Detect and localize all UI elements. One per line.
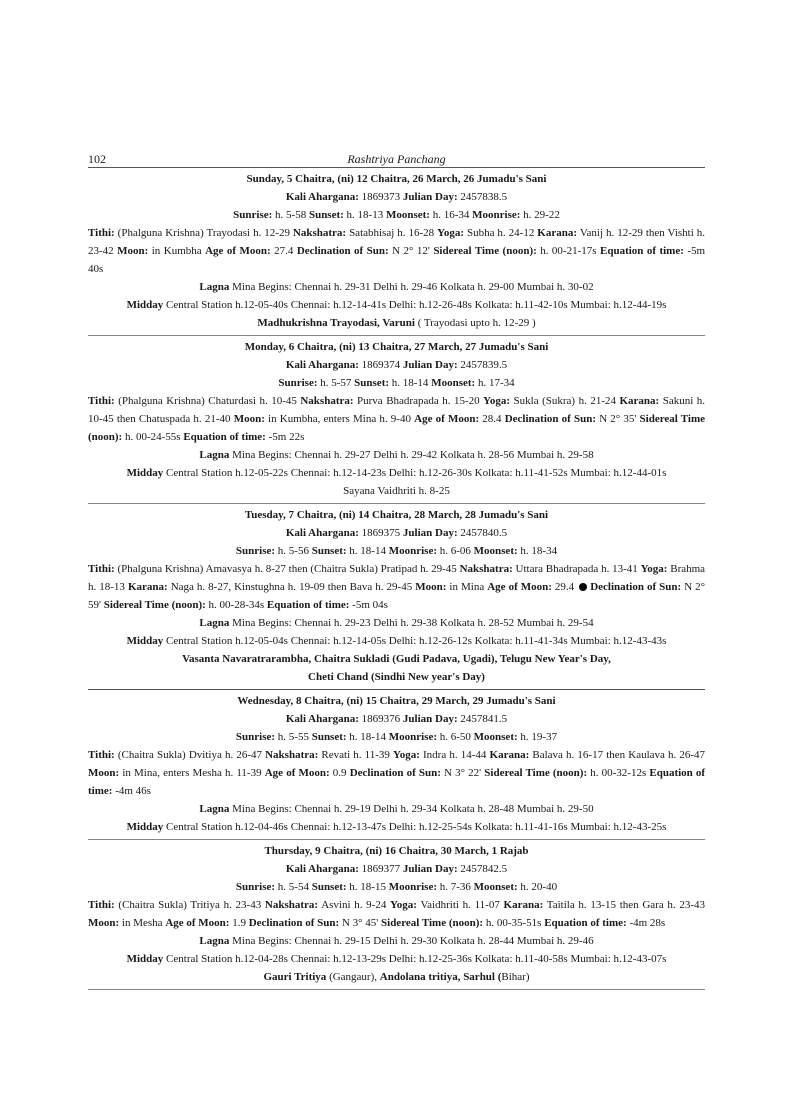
kali-julian-line xyxy=(88,188,705,206)
julian-label: Julian Day: xyxy=(402,191,458,203)
day-date: Tuesday, 7 Chaitra, (ni) 14 Chaitra, 28 March, 28 Jumadu's Sani xyxy=(244,509,549,521)
tithi-value: Taitila h. 13-15 then Gara h. 23-43 xyxy=(546,899,706,911)
julian-label: Julian Day: xyxy=(402,863,458,875)
tithi-label: Nakshatra: xyxy=(459,563,513,575)
sun-label: Sunset: xyxy=(354,377,390,389)
midday-label: Midday xyxy=(126,467,164,479)
tithi-label: Sidereal Time (noon): xyxy=(88,413,706,443)
kali-julian-line xyxy=(88,356,705,374)
tithi-label: Tithi: xyxy=(88,749,115,761)
tithi-label: Age of Moon: xyxy=(487,581,552,593)
sun-value: h. 17-34 xyxy=(477,377,515,389)
tithi-value: Vaidhriti h. 11-07 xyxy=(420,899,500,911)
tithi-label: Equation of time: xyxy=(183,431,266,443)
festival-note xyxy=(88,968,705,986)
tithi-label: Sidereal Time (noon): xyxy=(484,767,588,779)
tithi-label: Karana: xyxy=(489,749,530,761)
day-date: Thursday, 9 Chaitra, (ni) 16 Chaitra, 30 March, 1 Rajab xyxy=(264,845,529,857)
tithi-value: in Mina xyxy=(449,581,485,593)
kali-label: Kali Ahargana: xyxy=(285,191,359,203)
tithi-label: Declination of Sun: xyxy=(248,917,340,929)
tithi-value: in Kumbha xyxy=(151,245,202,257)
tithi-label: Age of Moon: xyxy=(414,413,480,425)
sun-value: h. 18-34 xyxy=(520,545,558,557)
tithi-label: Tithi: xyxy=(88,395,115,407)
julian-value: 2457839.5 xyxy=(460,359,508,371)
sun-label: Moonset: xyxy=(385,209,430,221)
day-date: Monday, 6 Chaitra, (ni) 13 Chaitra, 27 March, 27 Jumadu's Sani xyxy=(244,341,549,353)
lagna-line xyxy=(88,800,705,818)
tithi-label: Nakshatra: xyxy=(300,395,354,407)
tithi-label: Yoga: xyxy=(483,395,511,407)
lagna-label: Lagna xyxy=(199,281,230,293)
sun-value: h. 5-56 xyxy=(277,545,309,557)
day-entry xyxy=(88,840,705,990)
midday-line xyxy=(88,464,705,482)
lagna-label: Lagna xyxy=(199,803,230,815)
tithi-label: Declination of Sun: xyxy=(349,767,441,779)
sun-value: h. 5-58 xyxy=(275,209,307,221)
tithi-value: N 3° 45' xyxy=(341,917,379,929)
tithi-label: Equation of time: xyxy=(88,767,706,797)
sun-label: Sunrise: xyxy=(233,209,273,221)
tithi-value: 1.9 xyxy=(232,917,246,929)
tithi-label: Moon: xyxy=(117,245,149,257)
sun-label: Moonset: xyxy=(473,545,518,557)
julian-label: Julian Day: xyxy=(402,527,458,539)
sun-label: Sunrise: xyxy=(235,881,276,893)
note-segment: Madhukrishna Trayodasi, Varuni xyxy=(257,317,415,329)
tithi-value: Indra h. 14-44 xyxy=(423,749,487,761)
tithi-label: Karana: xyxy=(503,899,544,911)
tithi-label: Age of Moon: xyxy=(165,917,230,929)
sun-label: Sunset: xyxy=(308,209,344,221)
tithi-paragraph xyxy=(88,392,705,446)
tithi-label: Equation of time: xyxy=(600,245,684,257)
festival-note xyxy=(88,650,705,668)
sun-label: Moonrise: xyxy=(472,209,521,221)
day-entries xyxy=(88,168,705,990)
sun-moon-line xyxy=(88,728,705,746)
tithi-value: Satabhisaj h. 16-28 xyxy=(349,227,435,239)
tithi-value: -5m 04s xyxy=(352,599,388,611)
tithi-value: h. 00-32-12s xyxy=(590,767,647,779)
sun-label: Sunset: xyxy=(311,881,347,893)
midday-line xyxy=(88,632,705,650)
sun-value: h. 18-14 xyxy=(391,377,429,389)
tithi-value: (Chaitra Sukla) Tritiya h. 23-43 xyxy=(118,899,262,911)
lagna-line xyxy=(88,932,705,950)
lagna-value: Mina Begins: Chennai h. 29-31 Delhi h. 29-46 Kolkata h. 29-00 Mumbai h. 30-02 xyxy=(232,281,594,293)
tithi-value: Sakuni h. 10-45 then Chatuspada h. 21-40 xyxy=(88,395,706,425)
page-header xyxy=(88,150,705,168)
note-segment: ( Trayodasi upto h. 12-29 ) xyxy=(414,317,536,329)
note-segment: (Gangaur), xyxy=(326,971,380,983)
day-entry xyxy=(88,168,705,336)
tithi-value: Brahma h. 18-13 xyxy=(88,563,706,593)
midday-value: Central Station h.12-04-28s Chennai: h.12-13-29s Delhi: h.12-25-36s Kolkata: h.11-40-58s Mumbai: h.12-43-07s xyxy=(166,953,667,965)
midday-value: Central Station h.12-05-04s Chennai: h.12-14-05s Delhi: h.12-26-12s Kolkata: h.11-41-34s Mumbai: h.12-43-43s xyxy=(166,635,667,647)
tithi-label: Sidereal Time (noon): xyxy=(433,245,537,257)
tithi-paragraph xyxy=(88,560,705,614)
sun-value: h. 7-36 xyxy=(439,881,471,893)
tithi-label: Declination of Sun: xyxy=(590,581,682,593)
running-title: Rashtriya Panchang xyxy=(347,152,446,166)
tithi-value: -4m 28s xyxy=(629,917,666,929)
tithi-label: Moon: xyxy=(415,581,447,593)
tithi-paragraph xyxy=(88,224,705,278)
sun-label: Moonset: xyxy=(431,377,476,389)
tithi-value: Uttara Bhadrapada h. 13-41 xyxy=(515,563,638,575)
note-segment: Sayana Vaidhriti h. 8-25 xyxy=(343,485,450,497)
tithi-label: Declination of Sun: xyxy=(296,245,389,257)
sun-label: Moonrise: xyxy=(388,881,437,893)
kali-label: Kali Ahargana: xyxy=(285,359,359,371)
sun-moon-line xyxy=(88,374,705,392)
julian-value: 2457840.5 xyxy=(460,527,508,539)
lagna-line xyxy=(88,446,705,464)
lagna-value: Mina Begins: Chennai h. 29-27 Delhi h. 29-42 Kolkata h. 28-56 Mumbai h. 29-58 xyxy=(232,449,594,461)
sun-value: h. 6-06 xyxy=(439,545,471,557)
kali-julian-line xyxy=(88,710,705,728)
tithi-value: h. 00-35-51s xyxy=(485,917,542,929)
kali-value: 1869375 xyxy=(361,527,401,539)
sun-value: h. 5-57 xyxy=(320,377,352,389)
tithi-label: Nakshatra: xyxy=(265,749,319,761)
lagna-value: Mina Begins: Chennai h. 29-23 Delhi h. 29-38 Kolkata h. 28-52 Mumbai h. 29-54 xyxy=(232,617,594,629)
kali-value: 1869373 xyxy=(361,191,401,203)
tithi-label: Yoga: xyxy=(437,227,464,239)
tithi-value: (Phalguna Krishna) Chaturdasi h. 10-45 xyxy=(118,395,297,407)
sun-value: h. 5-55 xyxy=(277,731,309,743)
tithi-label: Equation of time: xyxy=(266,599,350,611)
tithi-label: Tithi: xyxy=(88,227,115,239)
sun-value: h. 29-22 xyxy=(523,209,560,221)
julian-label: Julian Day: xyxy=(402,713,458,725)
midday-label: Midday xyxy=(126,299,164,311)
sun-label: Moonset: xyxy=(473,731,518,743)
note-segment: ( xyxy=(494,971,502,983)
tithi-paragraph xyxy=(88,746,705,800)
lagna-label: Lagna xyxy=(199,617,230,629)
lagna-label: Lagna xyxy=(199,935,230,947)
festival-note xyxy=(88,482,705,500)
tithi-value: Asvini h. 9-24 xyxy=(321,899,387,911)
sun-label: Sunrise: xyxy=(235,545,276,557)
tithi-value: (Phalguna Krishna) Trayodasi h. 12-29 xyxy=(117,227,290,239)
midday-line xyxy=(88,818,705,836)
tithi-label: Tithi: xyxy=(88,899,115,911)
tithi-label: Equation of time: xyxy=(544,917,627,929)
tithi-value: in Kumbha, enters Mina h. 9-40 xyxy=(268,413,411,425)
sun-moon-line xyxy=(88,878,705,896)
tithi-value: (Phalguna Krishna) Amavasya h. 8-27 then (Chaitra Sukla) Pratipad h. 29-45 xyxy=(117,563,457,575)
note-segment: Bihar) xyxy=(501,971,530,983)
kali-label: Kali Ahargana: xyxy=(285,713,359,725)
tithi-value: 29.4 xyxy=(554,581,575,593)
tithi-label: Karana: xyxy=(619,395,660,407)
day-entry xyxy=(88,690,705,840)
midday-label: Midday xyxy=(126,953,164,965)
sun-value: h. 16-34 xyxy=(432,209,470,221)
midday-value: Central Station h.12-05-22s Chennai: h.12-14-23s Delhi: h.12-26-30s Kolkata: h.11-41-52s Mumbai: h.12-44-01s xyxy=(166,467,667,479)
tithi-label: Karana: xyxy=(127,581,168,593)
tithi-value: N 2° 59' xyxy=(88,581,706,611)
kali-value: 1869376 xyxy=(361,713,401,725)
midday-value: Central Station h.12-04-46s Chennai: h.12-13-47s Delhi: h.12-25-54s Kolkata: h.11-41-16s Mumbai: h.12-43-25s xyxy=(166,821,667,833)
festival-note xyxy=(88,314,705,332)
tithi-value: N 3° 22' xyxy=(444,767,482,779)
tithi-label: Yoga: xyxy=(390,899,417,911)
day-entry xyxy=(88,504,705,690)
tithi-value: Naga h. 8-27, Kinstughna h. 19-09 then Bava h. 29-45 xyxy=(170,581,413,593)
tithi-label: Tithi: xyxy=(88,563,115,575)
tithi-value: -4m 46s xyxy=(115,785,151,797)
tithi-label: Declination of Sun: xyxy=(504,413,597,425)
sun-label: Sunrise: xyxy=(278,377,318,389)
sun-value: h. 18-13 xyxy=(346,209,384,221)
julian-label: Julian Day: xyxy=(402,359,458,371)
sun-label: Sunset: xyxy=(311,731,347,743)
julian-value: 2457841.5 xyxy=(460,713,508,725)
sun-value: h. 19-37 xyxy=(520,731,558,743)
sun-moon-line xyxy=(88,206,705,224)
note-segment: Vasanta Navaratrarambha, Chaitra Sukladi (Gudi Padava, Ugadi), Telugu New Year's Day, xyxy=(182,653,611,665)
julian-value: 2457838.5 xyxy=(460,191,508,203)
midday-label: Midday xyxy=(126,635,164,647)
tithi-value: -5m 22s xyxy=(268,431,305,443)
midday-line xyxy=(88,296,705,314)
sun-value: h. 6-50 xyxy=(439,731,471,743)
lagna-value: Mina Begins: Chennai h. 29-15 Delhi h. 29-30 Kolkata h. 28-44 Mumbai h. 29-46 xyxy=(232,935,594,947)
midday-label: Midday xyxy=(126,821,164,833)
page-number: 102 xyxy=(88,152,106,166)
kali-value: 1869377 xyxy=(361,863,401,875)
tithi-label: Nakshatra: xyxy=(264,899,319,911)
sun-label: Moonrise: xyxy=(388,545,437,557)
tithi-value: Revati h. 11-39 xyxy=(321,749,390,761)
julian-value: 2457842.5 xyxy=(460,863,508,875)
tithi-label: Moon: xyxy=(88,917,120,929)
day-entry xyxy=(88,336,705,504)
tithi-value: 28.4 xyxy=(482,413,502,425)
sun-value: h. 20-40 xyxy=(520,881,558,893)
day-date: Wednesday, 8 Chaitra, (ni) 15 Chaitra, 29 March, 29 Jumadu's Sani xyxy=(237,695,556,707)
sun-value: h. 5-54 xyxy=(277,881,309,893)
page xyxy=(88,150,705,990)
tithi-value: N 2° 35' xyxy=(599,413,637,425)
note-segment: Andolana tritiya, Sarhul xyxy=(379,971,495,983)
tithi-value: Balava h. 16-17 then Kaulava h. 26-47 xyxy=(532,749,706,761)
lagna-line xyxy=(88,614,705,632)
tithi-paragraph xyxy=(88,896,705,932)
tithi-label: Age of Moon: xyxy=(264,767,330,779)
tithi-value: 0.9 xyxy=(332,767,347,779)
midday-value: Central Station h.12-05-40s Chennai: h.12-14-41s Delhi: h.12-26-48s Kolkata: h.11-42-10s Mumbai: h.12-44-19s xyxy=(166,299,667,311)
tithi-value: Vanij h. 12-29 then Vishti h. 23-42 xyxy=(88,227,706,257)
tithi-value: (Chaitra Sukla) Dvitiya h. 26-47 xyxy=(117,749,262,761)
tithi-value: -5m 40s xyxy=(88,245,706,275)
tithi-label: Karana: xyxy=(537,227,578,239)
kali-value: 1869374 xyxy=(361,359,401,371)
tithi-label: Nakshatra: xyxy=(292,227,347,239)
tithi-value: h. 00-21-17s xyxy=(540,245,597,257)
tithi-label: Sidereal Time (noon): xyxy=(103,599,206,611)
day-date: Sunday, 5 Chaitra, (ni) 12 Chaitra, 26 March, 26 Jumadu's Sani xyxy=(246,173,547,185)
new-moon-icon xyxy=(579,583,587,591)
sun-label: Moonset: xyxy=(473,881,518,893)
tithi-label: Age of Moon: xyxy=(205,245,271,257)
tithi-value: in Mina, enters Mesha h. 11-39 xyxy=(122,767,262,779)
sun-label: Moonrise: xyxy=(388,731,437,743)
kali-label: Kali Ahargana: xyxy=(285,527,359,539)
festival-note xyxy=(88,668,705,686)
tithi-value: Purva Bhadrapada h. 15-20 xyxy=(357,395,480,407)
sun-value: h. 18-14 xyxy=(349,545,386,557)
kali-julian-line xyxy=(88,524,705,542)
sun-label: Sunset: xyxy=(311,545,347,557)
lagna-line xyxy=(88,278,705,296)
tithi-value: h. 00-24-55s xyxy=(124,431,181,443)
tithi-value: in Mesha xyxy=(121,917,163,929)
tithi-label: Yoga: xyxy=(640,563,668,575)
sun-label: Sunrise: xyxy=(235,731,276,743)
sun-moon-line xyxy=(88,542,705,560)
kali-julian-line xyxy=(88,860,705,878)
kali-label: Kali Ahargana: xyxy=(285,863,359,875)
tithi-value: Sukla (Sukra) h. 21-24 xyxy=(513,395,616,407)
tithi-value: N 2° 12' xyxy=(392,245,430,257)
tithi-label: Sidereal Time (noon): xyxy=(381,917,484,929)
note-segment: Gauri Tritiya xyxy=(263,971,327,983)
tithi-value: 27.4 xyxy=(274,245,294,257)
tithi-label: Moon: xyxy=(88,767,120,779)
tithi-label: Yoga: xyxy=(393,749,420,761)
tithi-value: Subha h. 24-12 xyxy=(466,227,535,239)
note-segment: Cheti Chand (Sindhi New year's Day) xyxy=(308,671,485,683)
tithi-label: Moon: xyxy=(233,413,265,425)
midday-line xyxy=(88,950,705,968)
lagna-label: Lagna xyxy=(199,449,230,461)
lagna-value: Mina Begins: Chennai h. 29-19 Delhi h. 29-34 Kolkata h. 28-48 Mumbai h. 29-50 xyxy=(232,803,594,815)
tithi-value: h. 00-28-34s xyxy=(208,599,265,611)
sun-value: h. 18-15 xyxy=(349,881,386,893)
sun-value: h. 18-14 xyxy=(349,731,386,743)
